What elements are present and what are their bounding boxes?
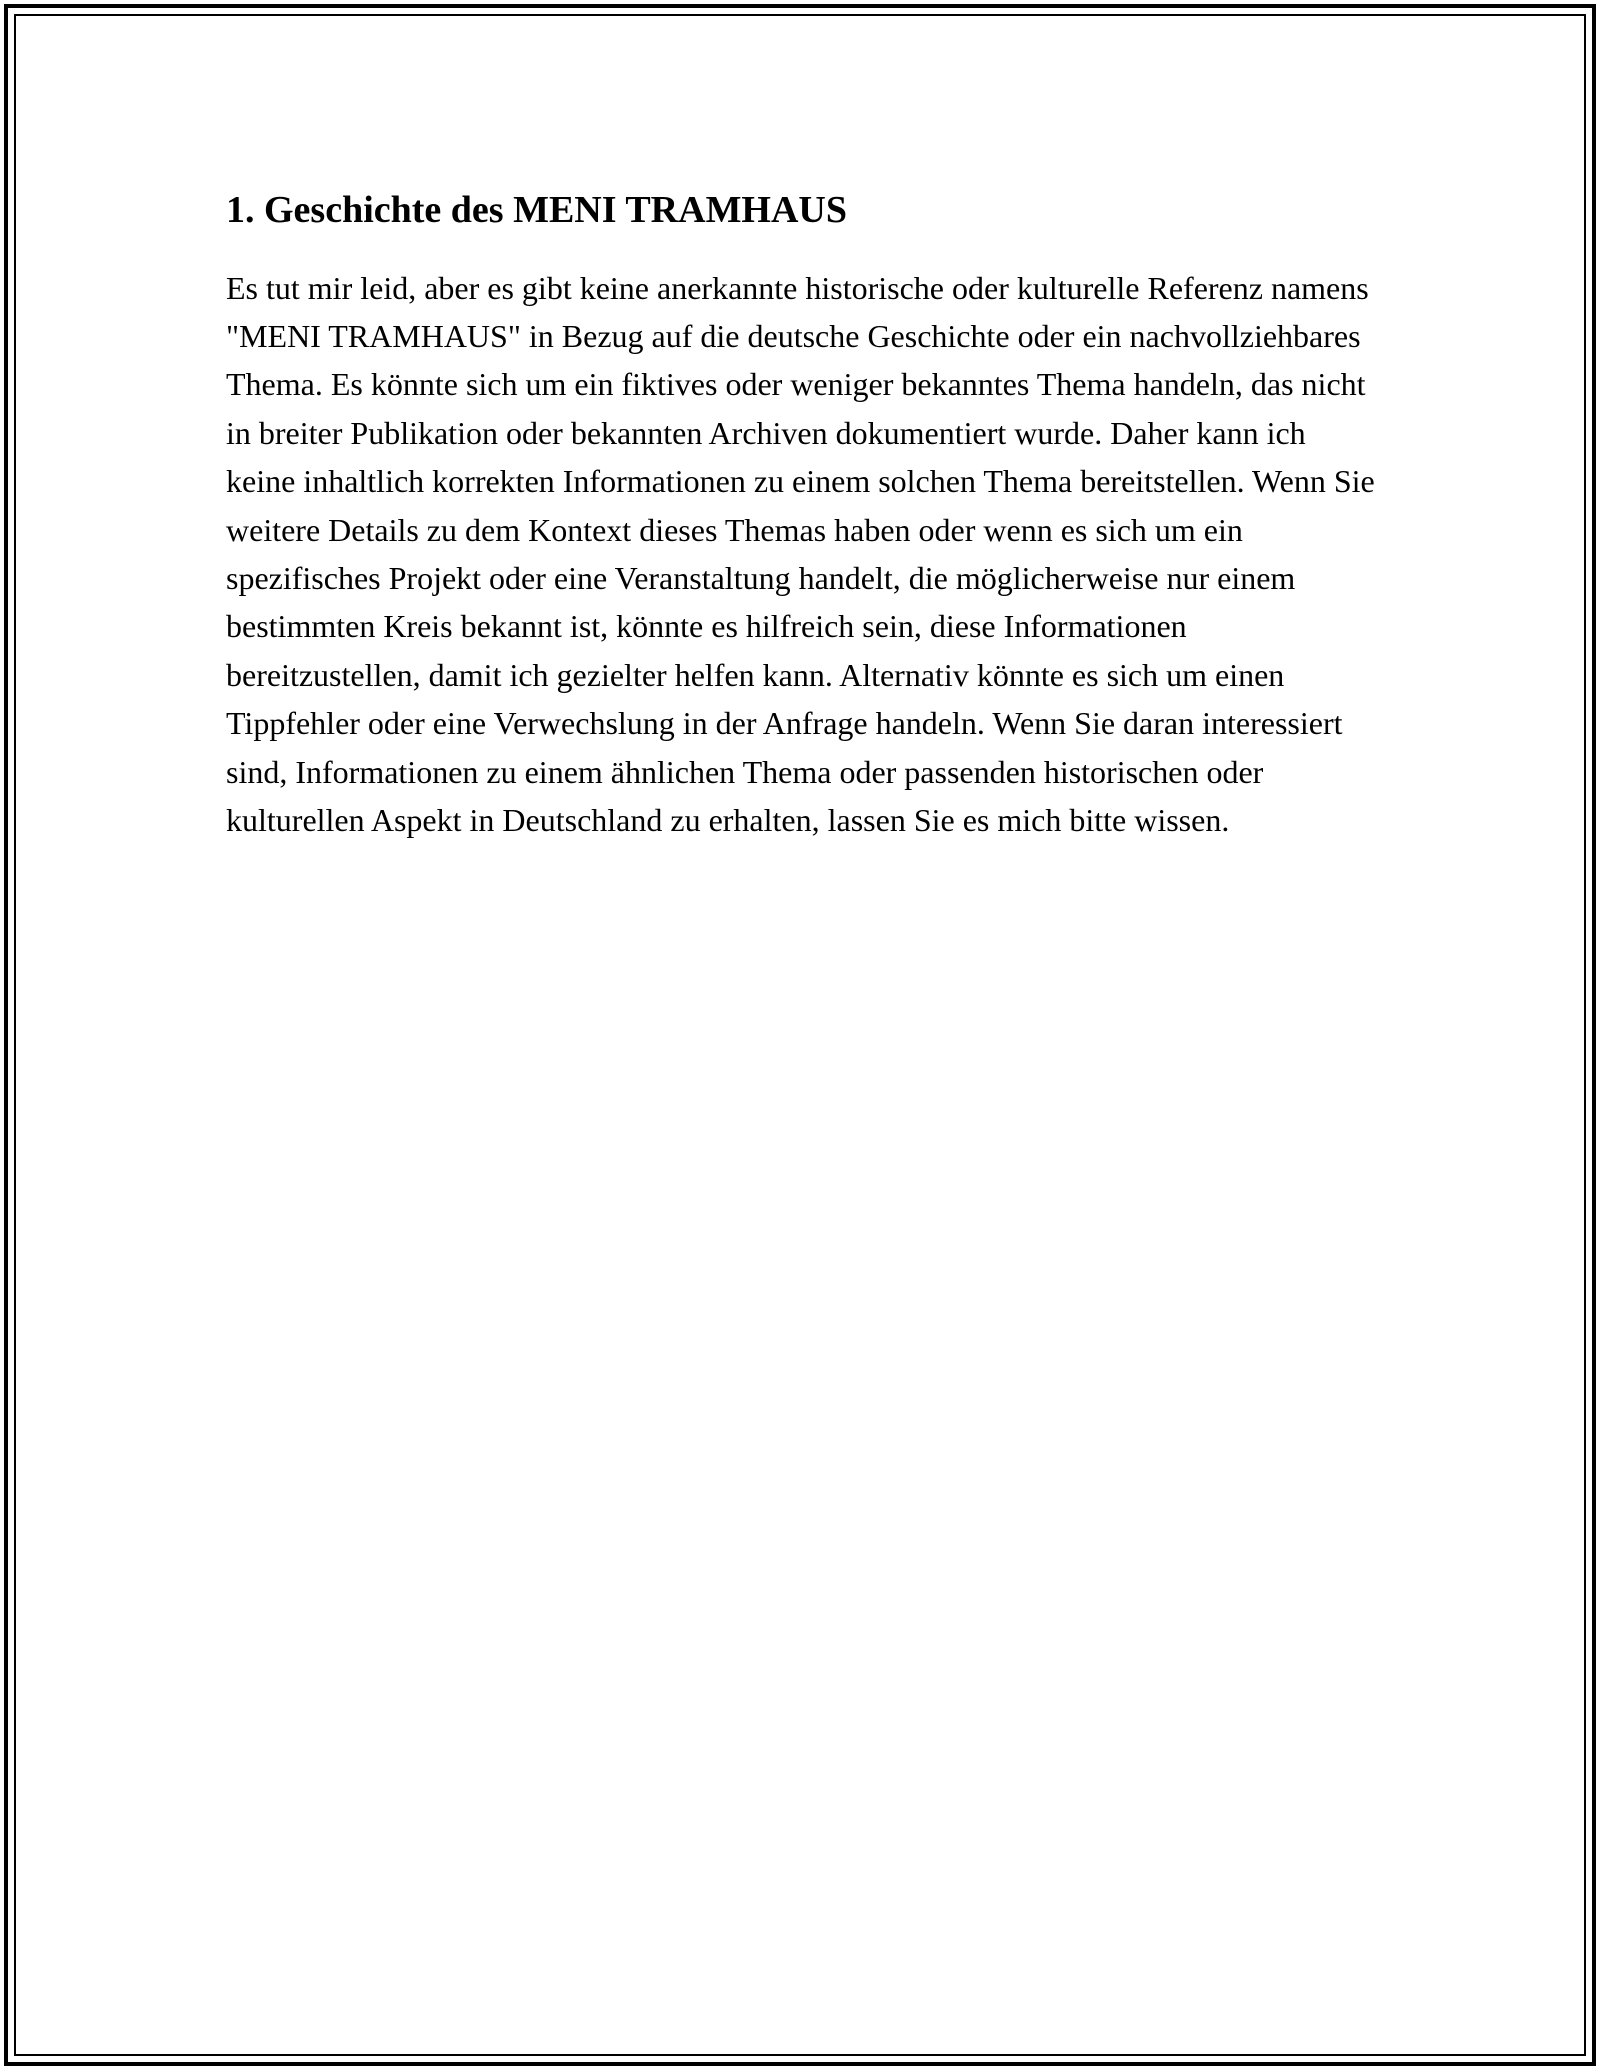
document-content <box>226 188 1376 844</box>
section-heading: 1. Geschichte des MENI TRAMHAUS <box>226 189 848 231</box>
body-paragraph: Es tut mir leid, aber es gibt keine anerkannte historische oder kulturelle Referenz namens "MENI TRAMHAUS" in Bezug auf die deutsche Geschichte oder ein nachvollziehbares Thema. Es könnte sich um ein fiktives oder weniger bekanntes Thema handeln, das nicht in breiter Publikation oder bekannten Archiven dokumentiert wurde. Daher kann ich keine inhaltlich korrekten Informationen zu einem solchen Thema bereitstellen. Wenn Sie weitere Details zu dem Kontext dieses Themas haben oder wenn es sich um ein spezifisches Projekt oder eine Veranstaltung handelt, die möglicherweise nur einem bestimmten Kreis bekannt ist, könnte es hilfreich sein, diese Informationen bereitzustellen, damit ich gezielter helfen kann. Alternativ könnte es sich um einen Tippfehler oder eine Verwechslung in der Anfrage handeln. Wenn Sie daran interessiert sind, Informationen zu einem ähnlichen Thema oder passenden historischen oder kulturellen Aspekt in Deutschland zu erhalten, lassen Sie es mich bitte wissen. <box>226 269 1375 839</box>
